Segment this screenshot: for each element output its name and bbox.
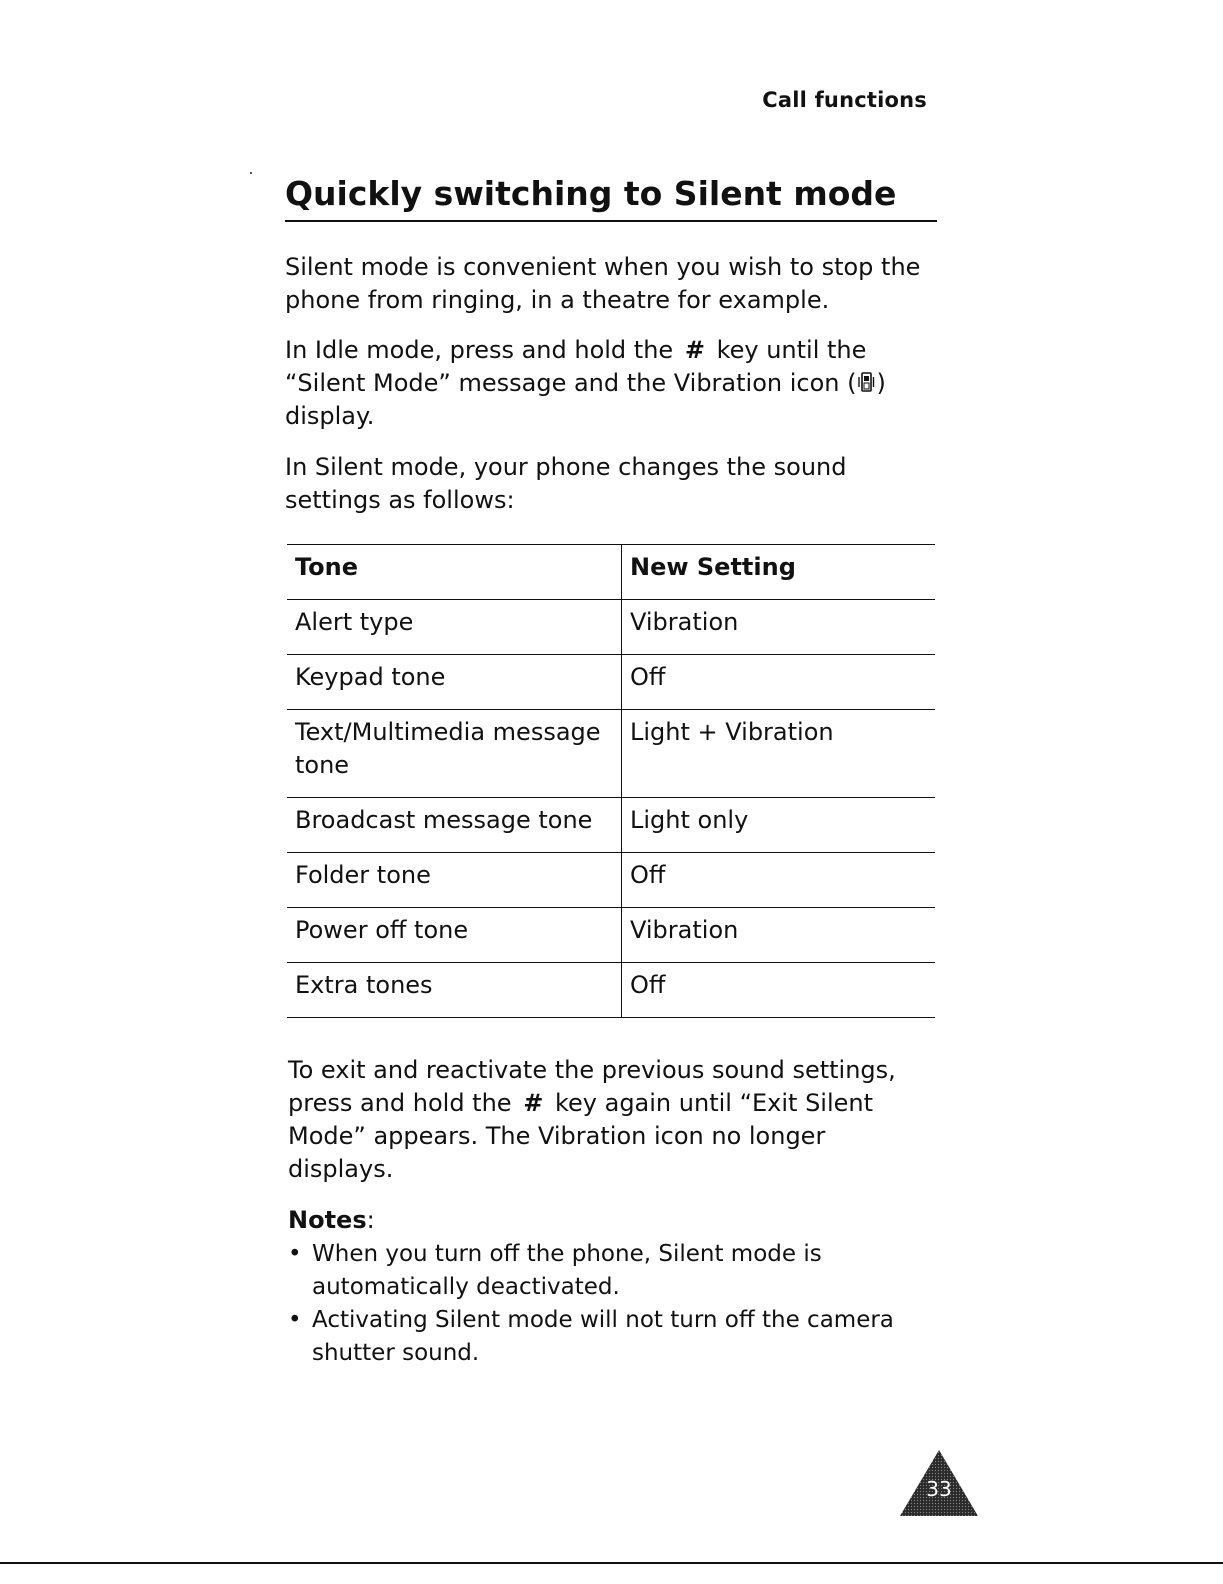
bullet: •	[288, 1241, 302, 1267]
hash-key-symbol: #	[523, 1089, 544, 1117]
instruction-paragraph	[285, 334, 935, 433]
settings-intro-paragraph: In Silent mode, your phone changes the sound settings as follows:	[285, 453, 847, 514]
setting-cell: Light + Vibration	[622, 710, 936, 798]
exit-instruction-paragraph	[288, 1054, 928, 1186]
table-row	[287, 908, 935, 963]
setting-cell: Off	[622, 853, 936, 908]
bullet: •	[288, 1307, 302, 1333]
setting-cell: Vibration	[622, 908, 936, 963]
setting-cell: Vibration	[622, 600, 936, 655]
tone-cell: Power off tone	[287, 908, 622, 963]
table-header-row	[287, 545, 935, 600]
tone-cell: Extra tones	[287, 963, 622, 1018]
notes-colon: :	[366, 1206, 375, 1234]
hash-key-symbol: #	[684, 336, 705, 364]
table-row	[287, 798, 935, 853]
vibration-icon	[857, 371, 875, 395]
setting-cell: Off	[622, 963, 936, 1018]
exit-text-end: key again until “Exit Silent Mode” appears. The Vibration icon no longer displays.	[288, 1089, 874, 1183]
note-text: Activating Silent mode will not turn off the camera shutter sound.	[312, 1307, 894, 1366]
bottom-rule	[0, 1562, 1223, 1564]
table-row	[287, 600, 935, 655]
list-item	[288, 1304, 928, 1370]
setting-cell: Off	[622, 655, 936, 710]
instruction-text-end: ) display.	[285, 369, 886, 430]
tone-cell: Alert type	[287, 600, 622, 655]
column-header-new-setting: New Setting	[622, 545, 936, 600]
page-title: Quickly switching to Silent mode	[285, 172, 937, 222]
table-row	[287, 853, 935, 908]
list-item	[288, 1238, 928, 1304]
notes-list	[288, 1238, 928, 1370]
notes-label: Notes	[288, 1206, 367, 1234]
setting-cell: Light only	[622, 798, 936, 853]
page-number: 33	[926, 1477, 952, 1501]
tone-cell: Keypad tone	[287, 655, 622, 710]
tone-cell: Broadcast message tone	[287, 798, 622, 853]
stray-dot	[250, 172, 252, 174]
table-row	[287, 710, 935, 798]
section-label: Call functions	[762, 88, 927, 112]
instruction-text-start: In Idle mode, press and hold the	[285, 336, 674, 364]
note-text: When you turn off the phone, Silent mode is automatically deactivated.	[312, 1241, 822, 1300]
table-row	[287, 963, 935, 1018]
table-row	[287, 655, 935, 710]
tone-cell: Folder tone	[287, 853, 622, 908]
intro-paragraph: Silent mode is convenient when you wish to stop the phone from ringing, in a theatre for example.	[285, 253, 921, 314]
notes-heading	[288, 1204, 375, 1237]
silent-mode-settings-table	[287, 544, 935, 1018]
column-header-tone: Tone	[287, 545, 622, 600]
instruction-text-middle: key until the “Silent Mode” message and the Vibration icon (	[285, 336, 867, 397]
exit-text-start: To exit and reactivate the previous sound settings, press and hold the	[288, 1056, 896, 1117]
tone-cell: Text/Multimedia message tone	[287, 710, 622, 798]
